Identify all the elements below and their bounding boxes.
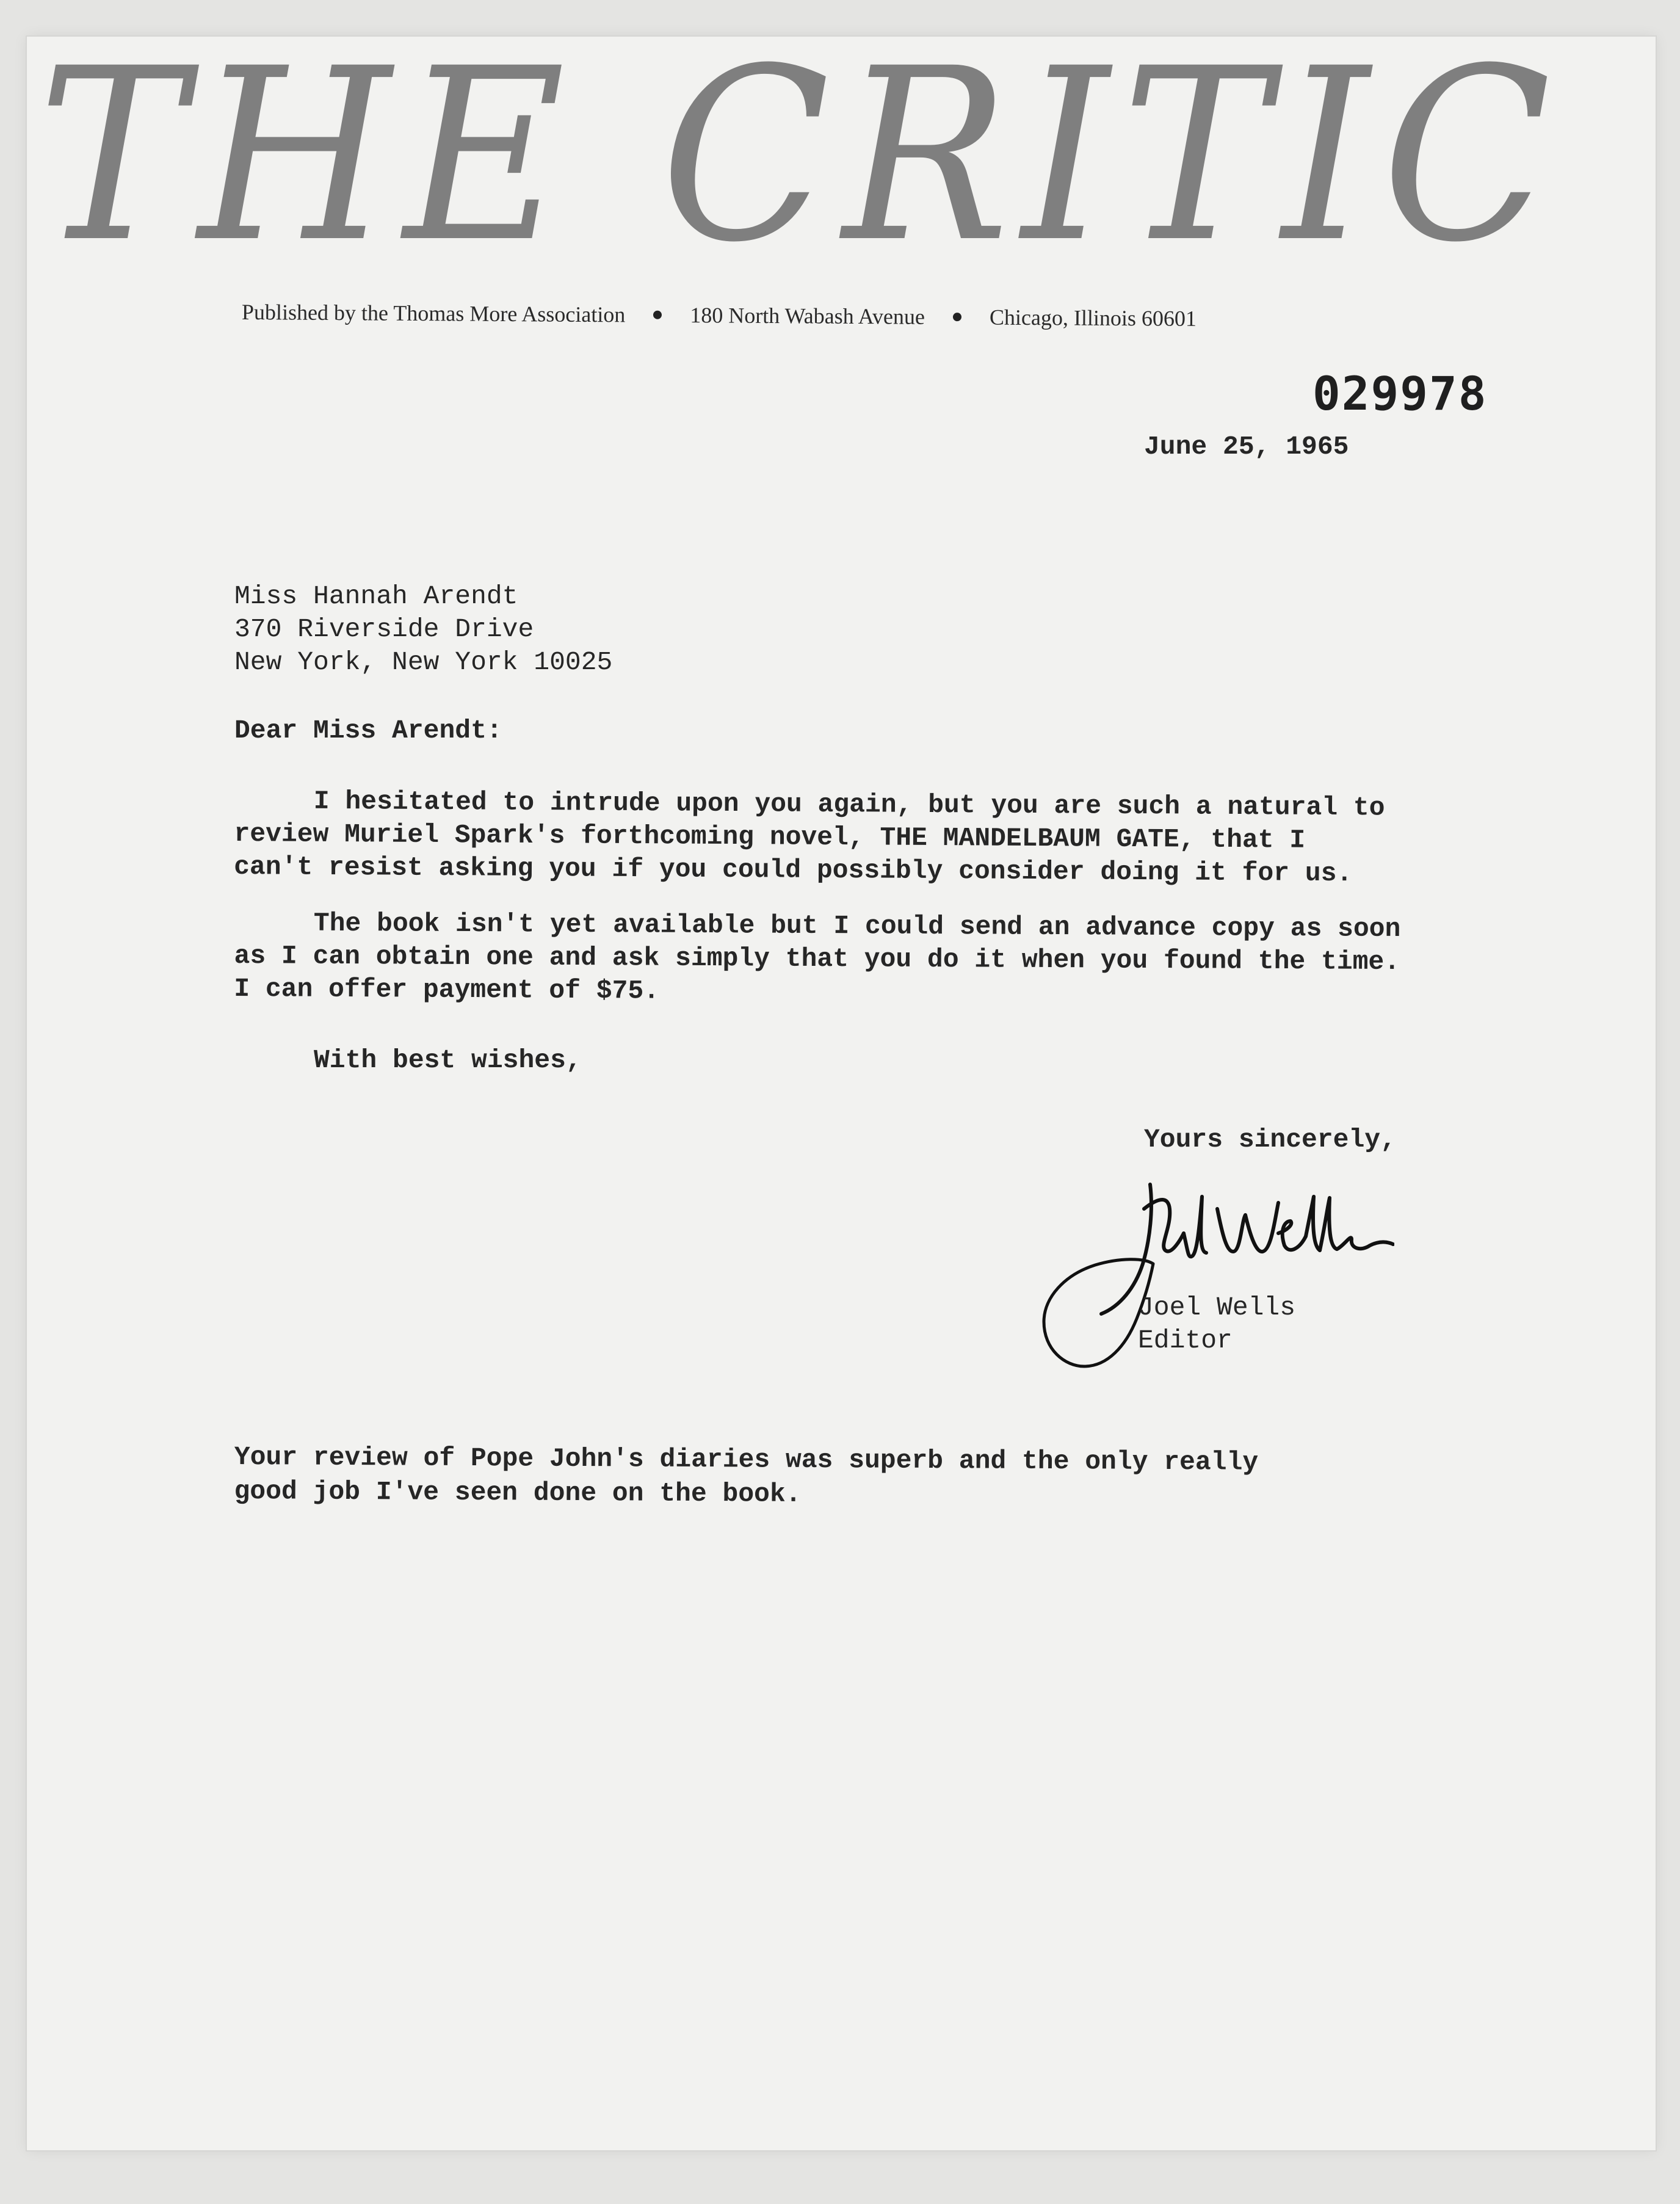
- signature-block: [1138, 1291, 1295, 1357]
- recipient-street: 370 Riverside Drive: [234, 614, 534, 644]
- handwritten-signature: [1028, 1172, 1394, 1404]
- letterhead-address-line: [242, 299, 1493, 333]
- signer-name: Joel Wells: [1138, 1292, 1296, 1322]
- paragraph-line: can't resist asking you if you could possibly consider doing it for us.: [234, 851, 1353, 889]
- bullet-separator: [953, 313, 961, 321]
- body-paragraph-1: [234, 785, 1468, 891]
- publisher-street: 180 North Wabash Avenue: [690, 303, 925, 329]
- closing-wishes: With best wishes,: [314, 1045, 582, 1075]
- recipient-name: Miss Hannah Arendt: [234, 581, 518, 611]
- paragraph-line: as I can obtain one and ask simply that you do it when you found the time.: [234, 940, 1400, 977]
- paragraph-line: I can offer payment of $75.: [234, 973, 660, 1006]
- paragraph-line: I hesitated to intrude upon you again, but you are such a natural to: [313, 786, 1385, 823]
- complimentary-close: Yours sincerely,: [1144, 1125, 1396, 1155]
- publisher-text: Published by the Thomas More Association: [241, 300, 626, 327]
- postscript: [234, 1441, 1258, 1515]
- paragraph-line: The book isn't yet available but I could send an advance copy as soon: [313, 908, 1401, 944]
- letter-date: June 25, 1965: [1144, 432, 1349, 462]
- body-paragraph-2: [234, 907, 1468, 1012]
- recipient-city: New York, New York 10025: [234, 647, 613, 677]
- salutation: Dear Miss Arendt:: [234, 716, 502, 745]
- postscript-line: good job I've seen done on the book.: [234, 1476, 802, 1509]
- bullet-separator: [653, 311, 662, 319]
- signer-title: Editor: [1138, 1325, 1233, 1355]
- masthead-title: THE CRITIC: [38, 37, 1564, 294]
- postscript-line: Your review of Pope John's diaries was superb and the only really: [234, 1442, 1259, 1477]
- publisher-city: Chicago, Illinois 60601: [989, 305, 1197, 331]
- paragraph-line: review Muriel Spark's forthcoming novel, THE MANDELBAUM GATE, that I: [234, 818, 1306, 855]
- document-number-stamp: 029978: [1312, 366, 1488, 421]
- recipient-address: [234, 580, 612, 679]
- letter-page: [27, 37, 1656, 2150]
